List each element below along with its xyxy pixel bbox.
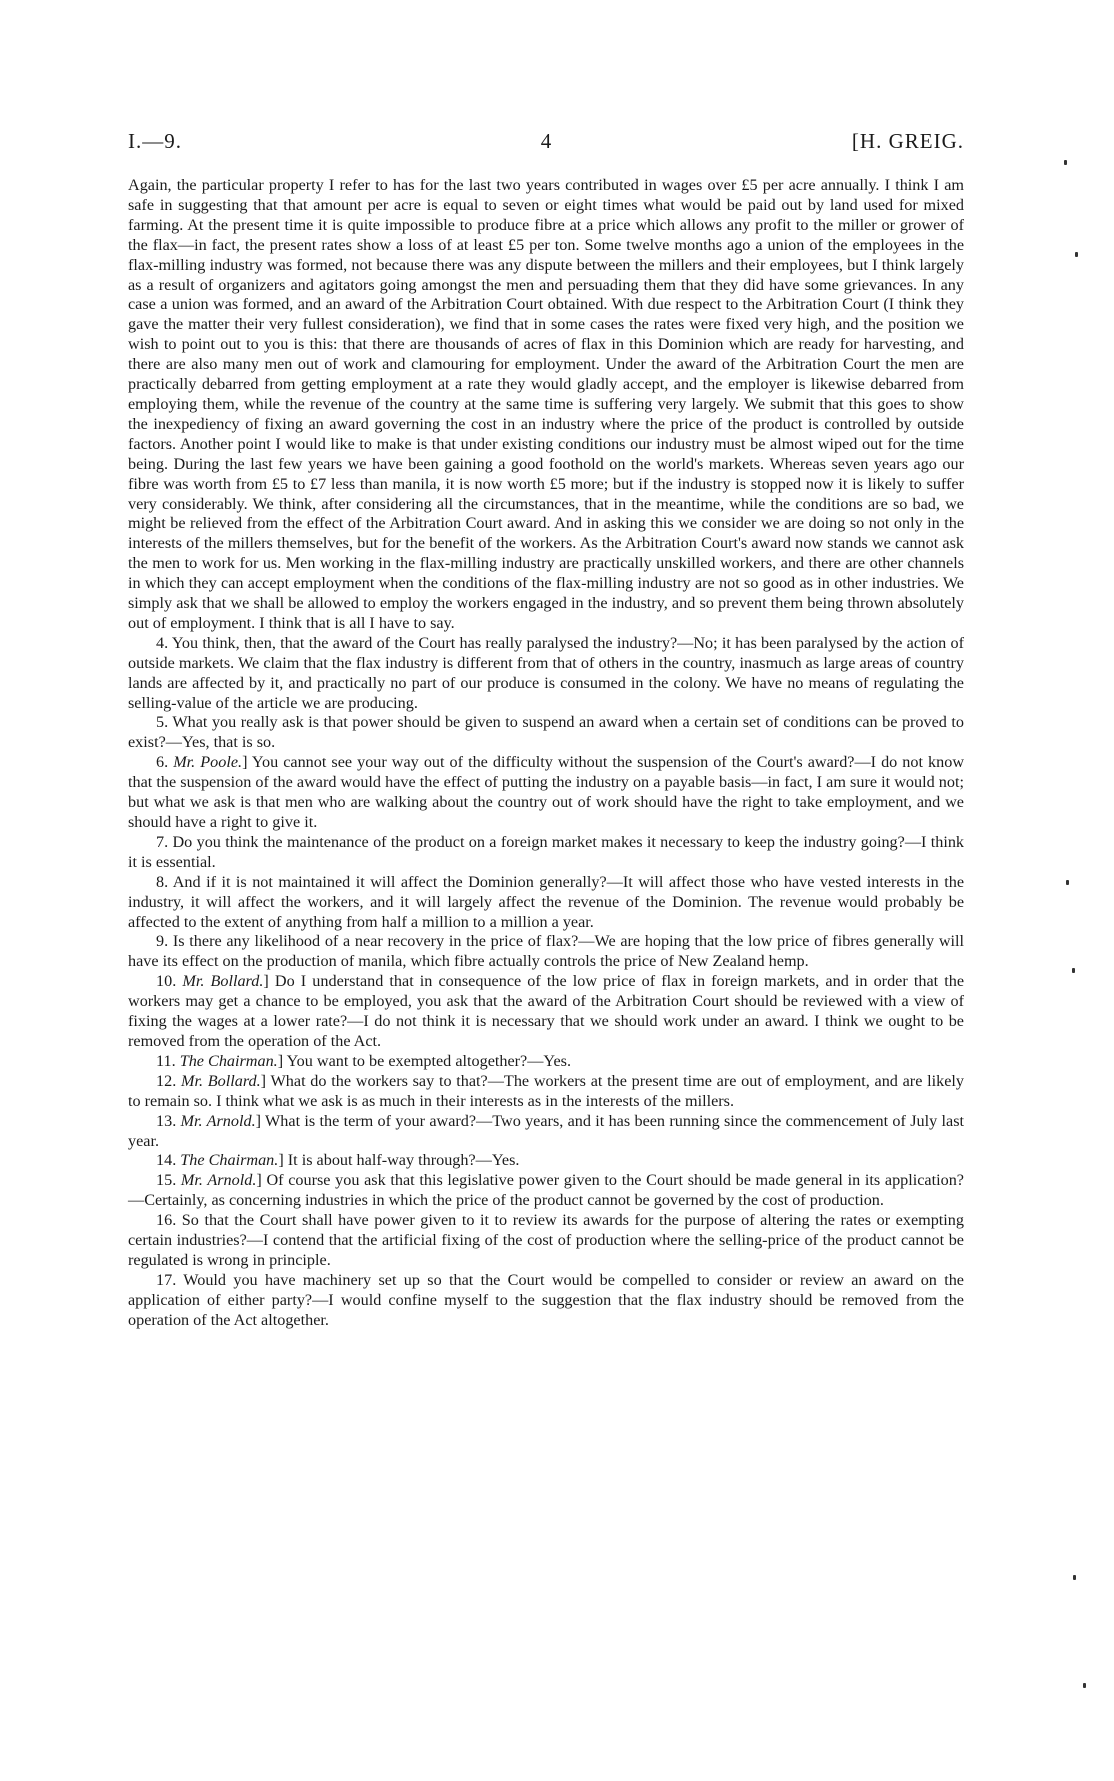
- question-13: [128, 1112, 964, 1152]
- speaker-name: The Chairman.: [180, 1151, 279, 1170]
- page-number: 4: [540, 129, 552, 153]
- question-text: ] Do I understand that in consequence of the low price of flax in foreign markets, and in order that the workers may get a chance to be employed, you ask that the award of the Arbitration Court should be reviewed with a view of fixing the wages at a lower rate?—I do not think it is necessary that we should work under an award. I think we ought to be removed from the operation of the Act.: [128, 972, 965, 1050]
- question-number: 6.: [156, 753, 174, 772]
- question-number: 5.: [156, 713, 173, 732]
- question-text: ] It is about half-way through?—Yes.: [278, 1151, 520, 1170]
- scan-speck: [1066, 880, 1069, 885]
- question-number: 9.: [156, 932, 173, 951]
- question-6: [128, 753, 964, 833]
- question-4: [128, 634, 964, 714]
- question-number: 11.: [156, 1051, 180, 1070]
- question-16: [128, 1211, 964, 1271]
- question-7: [128, 833, 964, 873]
- paragraph-intro: Again, the particular property I refer to has for the last two years contributed in wages over £5 per acre annually. I think I am safe in suggesting that that amount per acre is equal to seven or eight times what would be paid out by land used for mixed farming. At the present time it is quite impossible to produce fibre at a price which allows any profit to the miller or grower of the flax—in fact, the present rates show a loss of at least £5 per ton. Some twelve months ago a union of the employees in the flax-milling industry was formed, not because there was any dispute between the millers and their employees, but I think largely as a result of organizers and agitators going amongst the men and persuading them that they did have some grievances. In any case a union was formed, and an award of the Arbitration Court obtained. With due respect to the Arbitration Court (I think they gave the matter their very fullest consideration), we find that in some cases the rates were fixed very high, and the position we wish to point out to you is this: that there are thousands of acres of flax in this Dominion which are ready for harvesting, and there are also many men out of work and clamouring for employment. Under the award of the Arbitration Court the men are practically debarred from getting employment at a rate they would gladly accept, and the employer is likewise debarred from employing them, while the revenue of the country at the same time is suffering very largely. We submit that this goes to show the inexpediency of fixing an award governing the cost in an industry where the price of the product is controlled by outside factors. Another point I would like to make is that under existing conditions our industry must be almost wiped out for the time being. During the last few years we have been gaining a good foothold on the world's markets. Whereas seven years ago our fibre was worth from £5 to £7 less than manila, it is now worth £5 more; but if the industry is stopped now it is likely to suffer very considerably. We think, after considering all the circumstances, that in the meantime, while the conditions are so bad, we might be relieved from the effect of the Arbitration Court award. And in asking this we consider we are doing so not only in the interests of the millers themselves, but for the benefit of the workers. As the Arbitration Court's award now stands we cannot ask the men to work for us. Men working in the flax-milling industry are practically unskilled workers, and there are other channels in which they can accept employment when the conditions of the flax-milling industry are not so good as in other industries. We simply ask that we shall be allowed to employ the workers engaged in the industry, and so prevent them being thrown absolutely out of employment. I think that is all I have to say.: [128, 176, 964, 632]
- question-text: And if it is not maintained it will affect the Dominion generally?—It will affect those who have vested interests in the industry, it will affect the workers, and it will largely affect the revenue of the Dominion. The revenue would probably be affected to the extent of anything from half a million to a million a year.: [128, 872, 965, 931]
- question-text: ] Of course you ask that this legislative power given to the Court should be made general in its application?—Certainly, as concerning industries in which the price of the product cannot be governed by the cost of production.: [128, 1171, 964, 1210]
- question-text: ] What is the term of your award?—Two years, and it has been running since the commencement of July last year.: [128, 1111, 964, 1150]
- question-number: 15.: [156, 1171, 181, 1190]
- speaker-name: The Chairman.: [179, 1051, 278, 1070]
- speaker-name: Mr. Arnold.: [180, 1171, 257, 1190]
- question-text: Would you have machinery set up so that the Court would be compelled to consider or review an award on the application of either party?—I would confine myself to the suggestion that the flax industry should be removed from the operation of the Act altogether.: [128, 1270, 964, 1329]
- question-text: So that the Court shall have power given to it to review its awards for the purpose of altering the rates or exempting certain industries?—I contend that the artificial fixing of the cost of production where the selling-price of the product cannot be regulated is wrong in principle.: [128, 1211, 964, 1269]
- question-14: [128, 1151, 964, 1171]
- speaker-name: Mr. Poole.: [173, 753, 243, 772]
- scan-speck: [1064, 160, 1067, 165]
- question-11: [128, 1052, 964, 1072]
- question-text: Do you think the maintenance of the product on a foreign market makes it necessary to keep the industry going?—I think it is essential.: [128, 832, 965, 871]
- question-number: 17.: [156, 1270, 184, 1289]
- question-number: 4.: [156, 633, 172, 652]
- page-header: [128, 129, 964, 161]
- question-number: 10.: [156, 972, 183, 991]
- question-9: [128, 932, 964, 972]
- question-8: [128, 873, 964, 933]
- question-number: 13.: [156, 1111, 181, 1130]
- speaker-name: Mr. Bollard.: [180, 1071, 261, 1090]
- scan-speck: [1083, 1683, 1086, 1688]
- question-text: ] You want to be exempted altogether?—Yes.: [277, 1051, 572, 1070]
- speaker-name: Mr. Arnold.: [180, 1111, 256, 1130]
- question-number: 7.: [156, 832, 173, 851]
- question-5: [128, 713, 964, 753]
- scan-speck: [1075, 252, 1078, 257]
- question-number: 12.: [156, 1071, 181, 1090]
- question-text: ] You cannot see your way out of the difficulty without the suspension of the Court's award?—I do not know that the suspension of the award would have the effect of putting the industry on a payable basis—in fact, I am sure it would not; but what we ask is that men who are walking about the country out of work should have the right to take employment, and we should have a right to give it.: [128, 753, 965, 831]
- witness-name: [H. GREIG.: [851, 129, 964, 153]
- scan-speck: [1072, 968, 1075, 973]
- question-text: ] What do the workers say to that?—The workers at the present time are out of employment, and are likely to remain so. I think what we ask is as much in their interests as in the interests of the millers.: [128, 1071, 964, 1110]
- question-number: 14.: [156, 1151, 181, 1170]
- speaker-name: Mr. Bollard.: [182, 972, 264, 991]
- question-number: 16.: [156, 1211, 182, 1230]
- scan-speck: [1073, 1575, 1076, 1580]
- question-text: Is there any likelihood of a near recovery in the price of flax?—We are hoping that the low price of fibres generally will have its effect on the production of manila, which fibre actually controls the price of New Zealand hemp.: [128, 932, 965, 971]
- question-17: [128, 1271, 964, 1331]
- question-12: [128, 1072, 964, 1112]
- question-number: 8.: [156, 872, 173, 891]
- question-text: You think, then, that the award of the Court has really paralysed the industry?—No; it has been paralysed by the action of outside markets. We claim that the flax industry is different from that of others in the country, inasmuch as large areas of country lands are affected by it, and practically no part of our produce is consumed in the colony. We have no means of regulating the selling-value of the article we are producing.: [128, 633, 964, 712]
- question-text: What you really ask is that power should be given to suspend an award when a certain set of conditions can be proved to exist?—Yes, that is so.: [128, 713, 964, 752]
- page-body: [128, 176, 964, 1331]
- question-10: [128, 972, 964, 1052]
- question-15: [128, 1171, 964, 1211]
- document-reference: I.—9.: [128, 129, 182, 153]
